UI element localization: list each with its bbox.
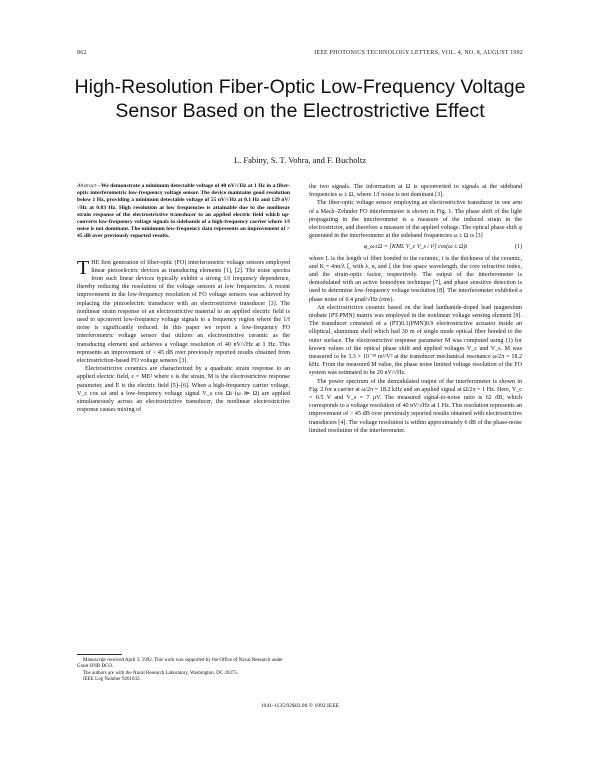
- copyright-footer: 1041-1135/92$03.00 © 1992 IEEE: [260, 703, 340, 709]
- body-paragraph: the two signals. The information at Ω is upconverted to signals at the sideband frequencies ω ± Ω, where 1/f noise is not dominant [3].: [309, 184, 522, 199]
- equation-number: (1): [514, 244, 522, 251]
- drop-cap: T: [77, 256, 90, 279]
- footnote-rule: [77, 654, 122, 655]
- abstract: [77, 183, 290, 241]
- body-paragraph: The power spectrum of the demodulated output of the interferometer is shown in Fig. 2 for a carrier at ω/2π = 18.2 kHz and an applied signal at Ω/2π = 1 Hz. Here, V_c = 0.5 V and V_s = 7 μV. The measured signal-to-noise ratio is 62 dB, which corresponds to a voltage resolution of 40 nV/√Hz at 1 Hz. This resolution represents an improvement of > 45 dB over previously reported results obtained with electrostrictive transducers [4]. The voltage resolution is within approximately 6 dB of the phase-noise limited resolution of the interferometer.: [309, 378, 522, 434]
- left-column: [77, 183, 290, 414]
- journal-header: IEEE PHOTONICS TECHNOLOGY LETTERS, VOL. 4, NO. 8, AUGUST 1992: [314, 50, 523, 56]
- footnote: [77, 658, 290, 683]
- intro-paragraph: [77, 256, 290, 366]
- equation-text: φ_ω±Ω = [KML V_c V_s / t²] cos(ω ± Ω)t: [363, 244, 468, 251]
- footnote-received: Manuscript received April 3, 1992. This work was supported by the Office of Naval Research under Grant ONR DCO.: [77, 658, 283, 670]
- body-paragraph: An electrostrictive ceramic based on the lead lanthanide-doped lead magnesium niobate (PT-PMN) matrix was employed in the nonlinear voltage sensing element [9]. The transducer consisted of a (PT)0.1(PMN)0.9 electrostrictive actuator inside an elliptical, aluminum shell which had 30 m of single mode optical fiber bonded to the outer surface. The electrostrictive response parameter M was computed using (1) for known values of the optical phase shift and applied voltages V_c and V_s. M was measured to be 3.3 × 10⁻¹⁸ m²/V² at the transducer mechanical resonance ω/2π = 18.2 kHz. From the measured M value, the phase noise limited voltage resolution of the FO system was estimated to be 20 nV/√Hz.: [309, 304, 522, 377]
- footnote-affiliation: The authors are with the Naval Research Laboratory, Washington, DC 20375.: [83, 670, 239, 676]
- body-paragraph: The fiber-optic voltage sensor employing an electrostrictive transducer in one arm of a Mach–Zehnder FO interferometer is shown in Fig. 1. The phase shift of the light propagating in the interferometer is a measure of the induced strain in the electrostrictor, and therefore a measure of the applied voltage. The optical phase shift φ generated in the interferometer at the sideband frequencies ω ± Ω is [3]: [309, 200, 522, 240]
- page-number: 862: [77, 50, 87, 56]
- equation-1: [309, 243, 522, 251]
- abstract-label: Abstract—: [77, 183, 101, 189]
- right-column: [309, 183, 522, 435]
- footnote-ieee-log: IEEE Log Number 9201032.: [83, 676, 141, 682]
- body-paragraph: Electrostrictive ceramics are characterized by a quadratic strain response to an applied electric field, ε = ME² where ε is the strain, M is the electrostrictive response parameter, and E is the electric field [5]–[6]. When a high-frequency carrier voltage, V_c cos ωt and a low-frequency voltage signal V_s cos Ωt (ω ≫ Ω) are applied simultaneously across an electrostrictive transducer, the nonlinear electrostrictive response causes mixing of: [77, 366, 290, 414]
- intro-text: HE first generation of fiber-optic (FO) interferometric voltage sensors employed linear piezoelectric devices as transducing elements [1], [2]. The noise spectra from such linear devices typically exhibit a strong 1/f frequency dependence, thereby reducing the resolution of the voltage sensors at low frequencies. A recent improvement in the low-frequency resolution of FO voltage sensors was achieved by replacing the piezoelectric transducer with an electrostrictive transducer [3]. The nonlinear strain response of an electrostrictive material to an applied electric field is used to upconvert low-frequency voltage signals to a frequency region where the 1/f noise is significantly reduced. In this paper we report a low-frequency FO interferometric voltage sensor that utilizes an electrostrictive ceramic as the transducing element and achieves a voltage resolution of 40 nV/√Hz at 1 Hz. This represents an improvement of > 45 dB over previously reported results obtained from electrostriction-based FO voltage sensors [3].: [77, 259, 290, 365]
- body-paragraph: where L is the length of fiber bonded to the ceramic, t is the thickness of the ceramic, and K = 4πn/λ ξ, with λ, n, and ξ the free space wavelength, the core refractive index, and the strain-optic factor, respectively. The output of the interferometer is demodulated with an active homodyne technique [7], and phase sensitive detection is used to determine low-frequency voltage resolution [8]. The interferometer exhibited a phase noise of 0.4 μrad/√Hz (rms).: [309, 255, 522, 303]
- abstract-text: We demonstrate a minimum detectable voltage of 40 nV/√Hz at 1 Hz in a fiber-optic interferometric low-frequency voltage sensor. The device maintains good resolution below 1 Hz, providing a minimum detectable voltage of 55 nV/√Hz at 0.1 Hz and 129 nV/√Hz at 0.03 Hz. High resolution at low frequencies is attainable due to the nonlinear strain response of the electrostrictive transducer to an applied electric field which up-converts low-frequency voltage signals to sidebands of a high-frequency carrier where 1/f noise is not dominant. The minimum low-frequency data represents an improvement of > 45 dB over previously reported results.: [77, 183, 290, 240]
- author-line: L. Fabiny, S. T. Vohra, and F. Bucholtz: [233, 155, 366, 165]
- paper-title: High-Resolution Fiber-Optic Low-Frequency Voltage Sensor Based on the Electrostrictive Effect: [74, 76, 526, 122]
